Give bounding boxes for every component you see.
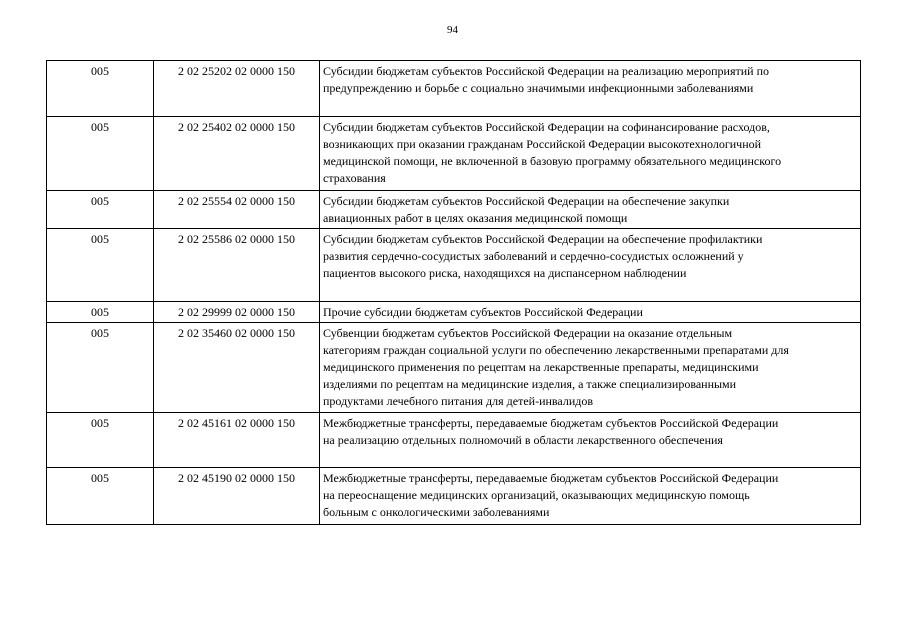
description-line: возникающих при оказании гражданам Российской Федерации высокотехнологичной [323, 137, 762, 151]
table-row [47, 229, 861, 302]
admin-code-cell: 005 [47, 191, 154, 229]
description-line: на реализацию отдельных полномочий в области лекарственного обеспечения [323, 433, 723, 447]
income-code-cell: 2 02 25586 02 0000 150 [154, 229, 320, 302]
description-cell [320, 191, 861, 229]
income-code-cell: 2 02 29999 02 0000 150 [154, 302, 320, 323]
description-line: Прочие субсидии бюджетам субъектов Российской Федерации [323, 305, 643, 319]
description-line: Субсидии бюджетам субъектов Российской Федерации на обеспечение закупки [323, 194, 730, 208]
description-line: продуктами лечебного питания для детей-инвалидов [323, 394, 594, 408]
admin-code-cell: 005 [47, 302, 154, 323]
admin-code-cell: 005 [47, 117, 154, 191]
description-line: пациентов высокого риска, находящихся на диспансерном наблюдении [323, 266, 687, 280]
description-cell [320, 468, 861, 525]
description-line: медицинской помощи, не включенной в базовую программу обязательного медицинского [323, 154, 782, 168]
table-row [47, 302, 861, 323]
income-code-cell: 2 02 25202 02 0000 150 [154, 61, 320, 117]
description-line: развития сердечно-сосудистых заболеваний и сердечно-сосудистых осложнений у [323, 249, 744, 263]
description-cell [320, 302, 861, 323]
description-cell [320, 117, 861, 191]
table-row [47, 413, 861, 468]
table-row [47, 323, 861, 413]
description-cell [320, 413, 861, 468]
description-line: страхования [323, 171, 386, 185]
admin-code-cell: 005 [47, 229, 154, 302]
description-line: изделиями по рецептам на медицинские изделия, а также специализированными [323, 377, 737, 391]
description-line: Субвенции бюджетам субъектов Российской Федерации на оказание отдельным [323, 326, 733, 340]
table-row [47, 61, 861, 117]
table-row [47, 468, 861, 525]
description-line: Субсидии бюджетам субъектов Российской Федерации на обеспечение профилактики [323, 232, 763, 246]
description-line: Субсидии бюджетам субъектов Российской Федерации на софинансирование расходов, [323, 120, 770, 134]
description-cell [320, 229, 861, 302]
table-row [47, 191, 861, 229]
description-line: медицинского применения по рецептам на лекарственные препараты, медицинскими [323, 360, 759, 374]
description-line: Межбюджетные трансферты, передаваемые бюджетам субъектов Российской Федерации [323, 416, 779, 430]
admin-code-cell: 005 [47, 413, 154, 468]
page-number: 94 [447, 24, 458, 36]
income-code-cell: 2 02 45161 02 0000 150 [154, 413, 320, 468]
income-code-cell: 2 02 25554 02 0000 150 [154, 191, 320, 229]
description-line: Межбюджетные трансферты, передаваемые бюджетам субъектов Российской Федерации [323, 471, 779, 485]
admin-code-cell: 005 [47, 468, 154, 525]
income-codes-table [46, 60, 861, 525]
description-line: больным с онкологическими заболеваниями [323, 505, 550, 519]
description-cell [320, 61, 861, 117]
income-code-cell: 2 02 35460 02 0000 150 [154, 323, 320, 413]
description-cell [320, 323, 861, 413]
description-line: Субсидии бюджетам субъектов Российской Федерации на реализацию мероприятий по [323, 64, 769, 78]
table-row [47, 117, 861, 191]
description-line: авиационных работ в целях оказания медицинской помощи [323, 211, 628, 225]
income-code-cell: 2 02 45190 02 0000 150 [154, 468, 320, 525]
description-line: предупреждению и борьбе с социально значимыми инфекционными заболеваниями [323, 81, 754, 95]
income-code-cell: 2 02 25402 02 0000 150 [154, 117, 320, 191]
admin-code-cell: 005 [47, 61, 154, 117]
description-line: категориям граждан социальной услуги по обеспечению лекарственными препаратами для [323, 343, 789, 357]
admin-code-cell: 005 [47, 323, 154, 413]
description-line: на переоснащение медицинских организаций, оказывающих медицинскую помощь [323, 488, 750, 502]
